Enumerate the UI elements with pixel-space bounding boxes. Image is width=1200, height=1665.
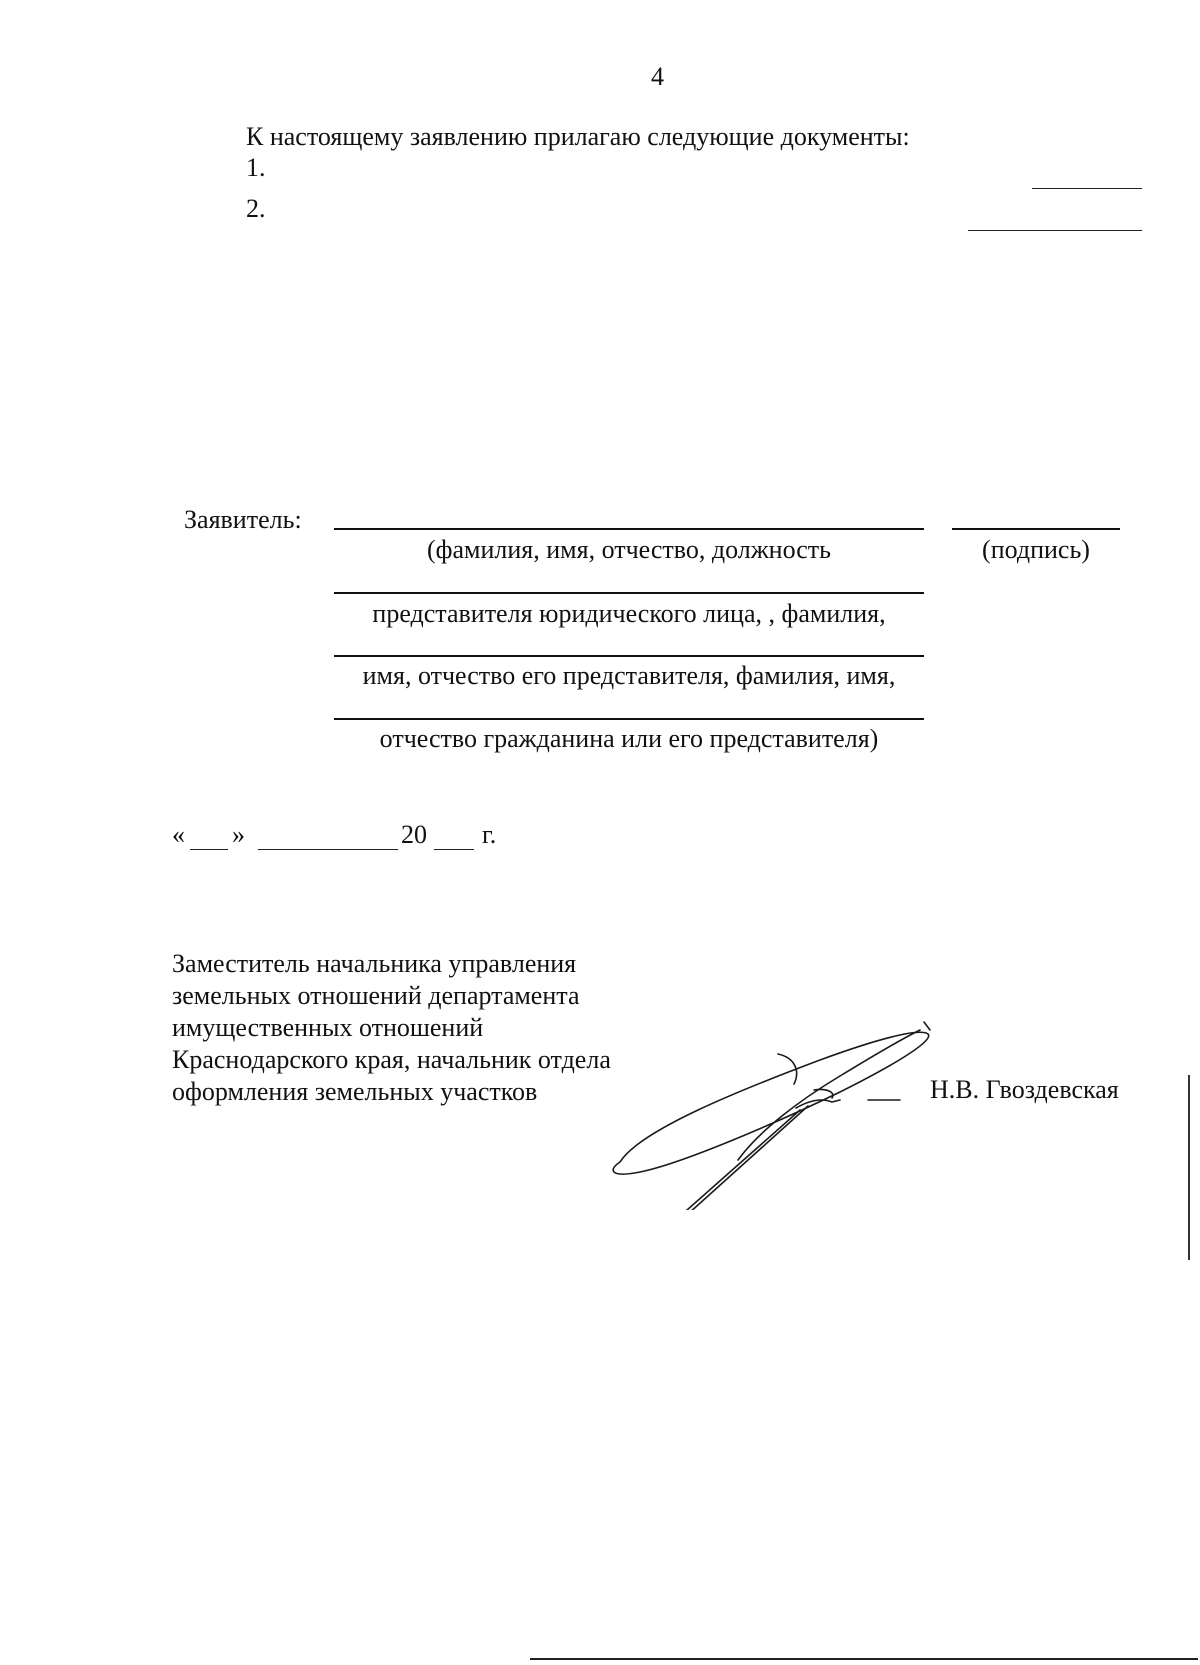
date-century: 20 — [401, 820, 427, 849]
attachment-blank-line-1 — [1032, 188, 1142, 189]
attachment-item-2: 2. — [246, 194, 266, 223]
bottom-edge-rule — [530, 1658, 1198, 1660]
applicant-signature-line — [952, 528, 1120, 530]
date-day-blank — [190, 849, 228, 850]
attachments-intro: К настоящему заявлению прилагаю следующие документы: — [246, 122, 910, 151]
applicant-caption-line-3: имя, отчество его представителя, фамилия, имя, — [362, 661, 896, 690]
signatory-position-line-5: оформления земельных участков — [172, 1077, 538, 1106]
applicant-name-line-4 — [334, 718, 924, 720]
date-open-quote: « — [172, 820, 185, 849]
signatory-name: Н.В. Гвоздевская — [930, 1075, 1119, 1104]
handwritten-signature — [600, 1000, 940, 1210]
applicant-name-line-3 — [334, 655, 924, 657]
attachment-item-1: 1. — [246, 153, 266, 182]
signatory-position-line-3: имущественных отношений — [172, 1013, 484, 1042]
page-number: 4 — [651, 62, 664, 91]
applicant-label: Заявитель: — [184, 505, 302, 534]
signatory-position-line-2: земельных отношений департамента — [172, 981, 580, 1010]
date-close-quote: » — [232, 820, 245, 849]
applicant-caption-line-2: представителя юридического лица, , фамилия, — [372, 599, 886, 628]
date-year-suffix: г. — [482, 820, 497, 849]
attachment-blank-line-2 — [968, 230, 1142, 231]
date-year-blank — [434, 849, 474, 850]
date-month-blank — [258, 849, 398, 850]
signatory-position-line-1: Заместитель начальника управления — [172, 949, 577, 978]
applicant-name-line-2 — [334, 592, 924, 594]
applicant-caption-line-1: (фамилия, имя, отчество, должность — [426, 535, 831, 564]
right-margin-mark — [1188, 1075, 1190, 1260]
applicant-name-line-1 — [334, 528, 924, 530]
applicant-caption-line-4: отчество гражданина или его представителя) — [379, 724, 879, 753]
signatory-position-line-4: Краснодарского края, начальник отдела — [172, 1045, 611, 1074]
signature-caption: (подпись) — [982, 535, 1090, 564]
